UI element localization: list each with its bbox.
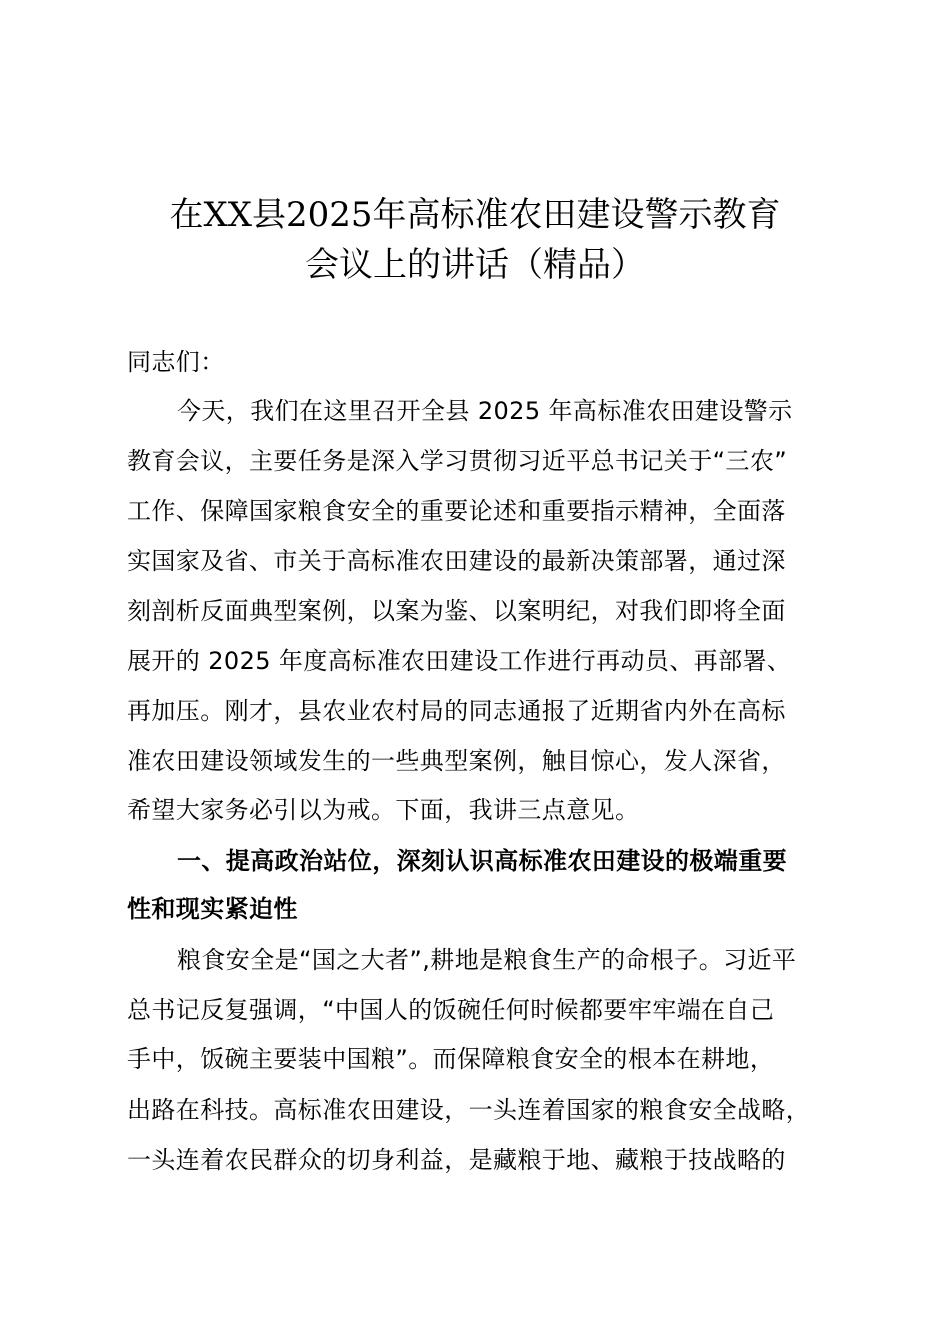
paragraph-line: 实国家及省、市关于高标准农田建设的最新决策部署，通过深 <box>127 547 786 575</box>
document-title-line-1: 在XX县2025年高标准农田建设警示教育 <box>169 195 781 235</box>
document-title-line-2: 会议上的讲话（精品） <box>305 245 645 285</box>
paragraph-line: 出路在科技。高标准农田建设，一头连着国家的粮食安全战略， <box>127 1096 811 1124</box>
paragraph-line: 工作、保障国家粮食安全的重要论述和重要指示精神，全面落 <box>127 497 786 525</box>
salutation: 同志们： <box>127 348 225 376</box>
paragraph-line: 希望大家务必引以为戒。下面，我讲三点意见。 <box>127 796 640 824</box>
section-heading-line: 一、提高政治站位，深刻认识高标准农田建设的极端重要 <box>177 847 787 875</box>
paragraph-line: 一头连着农民群众的切身利益，是藏粮于地、藏粮于技战略的 <box>127 1146 786 1174</box>
paragraph-line: 总书记反复强调，“中国人的饭碗任何时候都要牢牢端在自己 <box>127 996 775 1024</box>
paragraph-line: 教育会议，主要任务是深入学习贯彻习近平总书记关于“三农” <box>127 447 788 475</box>
paragraph-line: 手中，饭碗主要装中国粮”。而保障粮食安全的根本在耕地， <box>127 1045 775 1073</box>
paragraph-line: 今天，我们在这里召开全县 2025 年高标准农田建设警示 <box>177 397 793 425</box>
paragraph-line: 再加压。刚才，县农业农村局的同志通报了近期省内外在高标 <box>127 697 786 725</box>
section-heading-line: 性和现实紧迫性 <box>127 895 298 923</box>
paragraph-line: 刻剖析反面典型案例，以案为鉴、以案明纪，对我们即将全面 <box>127 597 786 625</box>
paragraph-line: 展开的 2025 年度高标准农田建设工作进行再动员、再部署、 <box>127 647 792 675</box>
paragraph-line: 准农田建设领域发生的一些典型案例，触目惊心，发人深省， <box>127 747 786 775</box>
paragraph-line: 粮食安全是“国之大者”,耕地是粮食生产的命根子。习近平 <box>177 946 797 974</box>
